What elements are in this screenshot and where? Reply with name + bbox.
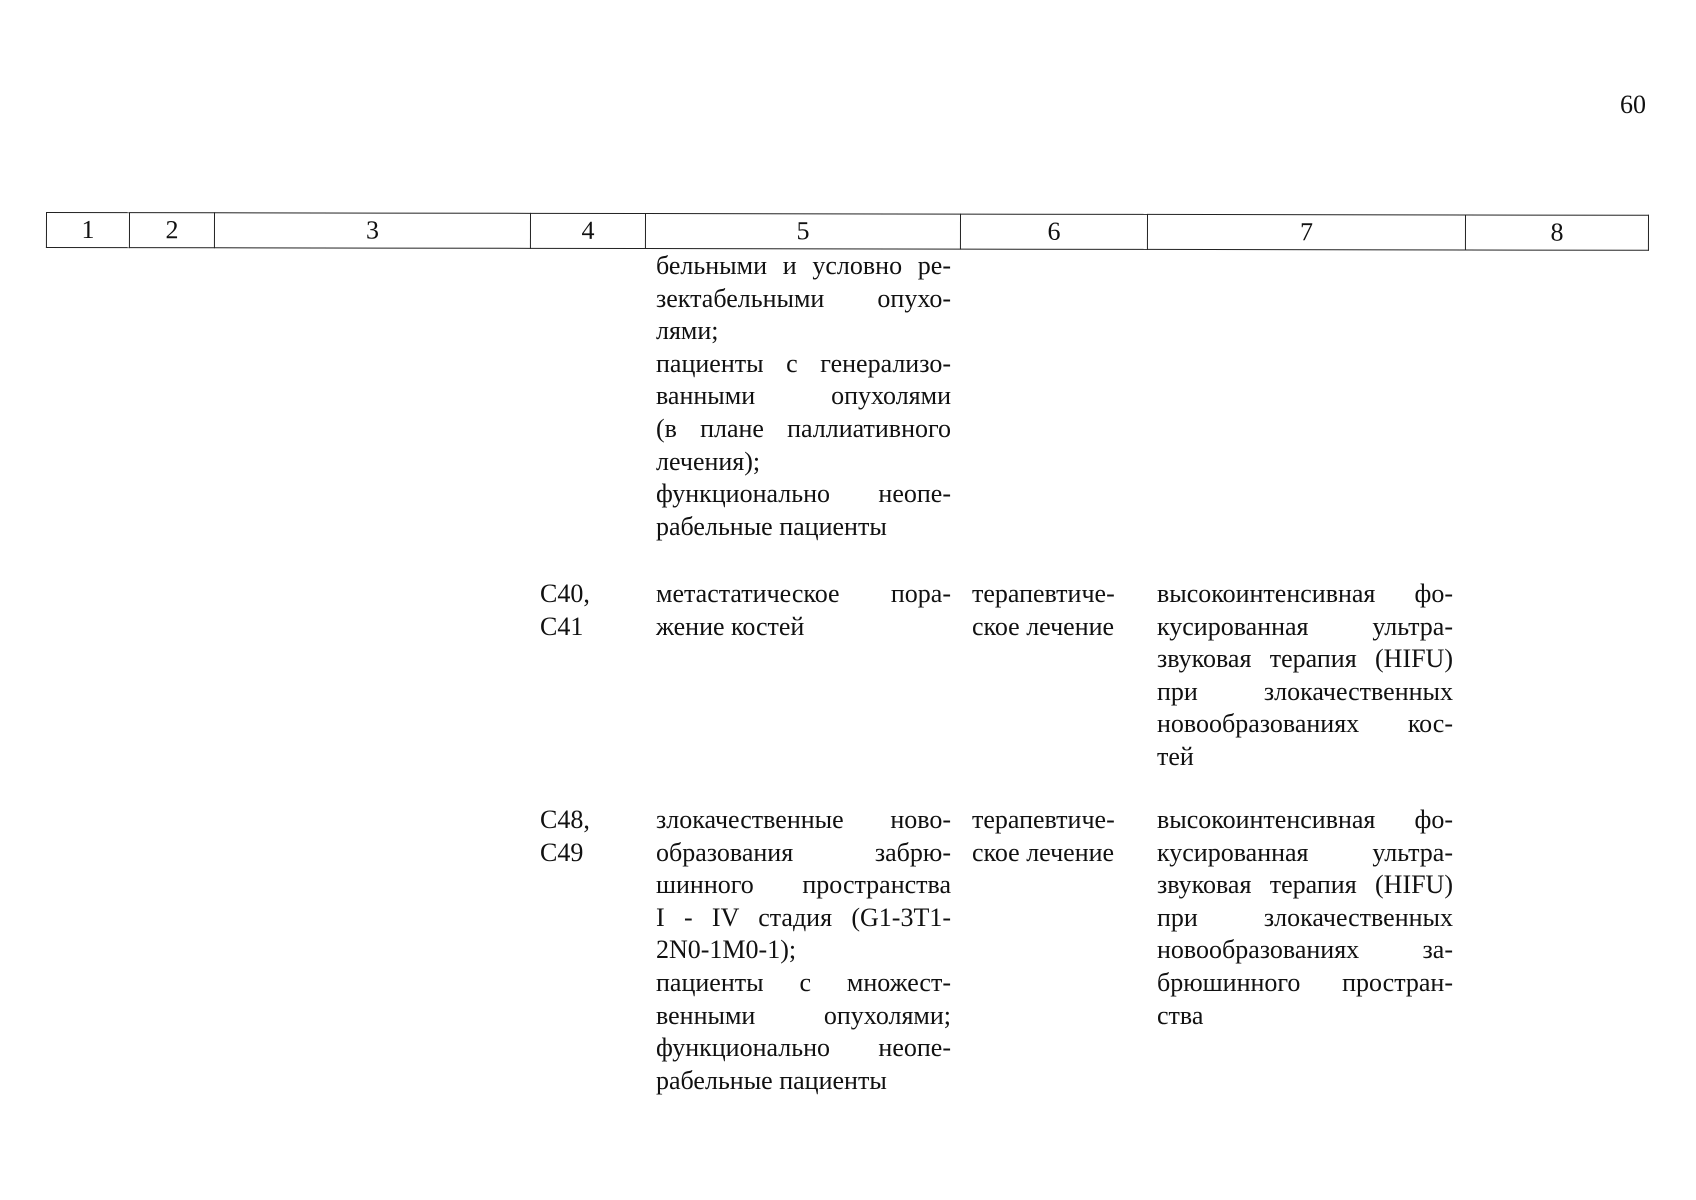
text-line: I - IV стадия (G1-3T1- xyxy=(656,902,951,932)
text-line: высокоинтенсивная фо- xyxy=(1157,579,1453,608)
continuation-patient-model xyxy=(656,250,951,543)
text-line: новообразованиях за- xyxy=(1157,935,1453,965)
text-line: пациенты с множест- xyxy=(656,967,951,997)
row-1-treatment-method xyxy=(1157,578,1453,774)
text-line: при злокачественных xyxy=(1157,676,1453,706)
text-line: рабельные пациенты xyxy=(656,511,887,541)
header-col-5: 5 xyxy=(645,214,960,250)
text-line: рабельные пациенты xyxy=(656,1065,887,1095)
text-line: терапевтиче- xyxy=(972,579,1115,608)
text-line: зектабельными опухо- xyxy=(656,283,951,313)
text-line: венными опухолями; xyxy=(656,1000,951,1030)
header-col-4: 4 xyxy=(530,213,645,248)
text-line: шинного пространства xyxy=(656,870,951,900)
text-line: терапевтиче- xyxy=(972,805,1115,834)
text-line: звуковая терапия (HIFU) xyxy=(1157,644,1453,674)
text-line: брюшинного простран- xyxy=(1157,967,1453,997)
row-2-codes xyxy=(540,804,630,869)
text-line: новообразованиях кос- xyxy=(1157,709,1453,739)
text-line: метастатическое пора- xyxy=(656,579,951,608)
text-line: лями; xyxy=(656,316,719,346)
code-line: C40, xyxy=(540,579,590,608)
text-line: ванными опухолями xyxy=(656,381,951,411)
text-line: высокоинтенсивная фо- xyxy=(1157,805,1453,834)
code-line: C48, xyxy=(540,805,590,834)
header-col-8: 8 xyxy=(1465,215,1648,250)
text-line: пациенты с генерализо- xyxy=(656,348,951,378)
header-col-2: 2 xyxy=(129,213,214,248)
text-line: бельными и условно ре- xyxy=(656,251,951,280)
row-2-treatment-method xyxy=(1157,804,1453,1032)
row-1-codes xyxy=(540,578,630,643)
code-line: C49 xyxy=(540,837,584,867)
text-line: звуковая терапия (HIFU) xyxy=(1157,870,1453,900)
header-col-6: 6 xyxy=(960,214,1147,249)
text-line: кусированная ультра- xyxy=(1157,611,1453,641)
text-line: лечения); xyxy=(656,446,761,476)
text-line: образования забрю- xyxy=(656,837,951,867)
text-line: ское лечение xyxy=(972,611,1115,641)
text-line: жение костей xyxy=(656,611,805,641)
text-line: 2N0-1M0-1); xyxy=(656,935,797,965)
header-col-3: 3 xyxy=(214,213,530,249)
page-number: 60 xyxy=(1620,90,1646,119)
header-col-1: 1 xyxy=(46,213,129,248)
text-line: функционально неопе- xyxy=(656,479,951,509)
text-line: ское лечение xyxy=(972,837,1115,867)
text-line: при злокачественных xyxy=(1157,902,1453,932)
column-number-header xyxy=(46,212,1649,251)
code-line: C41 xyxy=(540,611,584,641)
text-line: (в плане паллиативного xyxy=(656,413,951,443)
row-2-treatment-type xyxy=(972,804,1132,869)
text-line: ства xyxy=(1157,1000,1204,1030)
text-line: тей xyxy=(1157,741,1194,771)
text-line: кусированная ультра- xyxy=(1157,837,1453,867)
row-1-treatment-type xyxy=(972,578,1132,643)
row-1-patient-model xyxy=(656,578,951,643)
text-line: функционально неопе- xyxy=(656,1033,951,1063)
text-line: злокачественные ново- xyxy=(656,805,951,834)
header-col-7: 7 xyxy=(1147,214,1465,250)
row-2-patient-model xyxy=(656,804,951,1097)
